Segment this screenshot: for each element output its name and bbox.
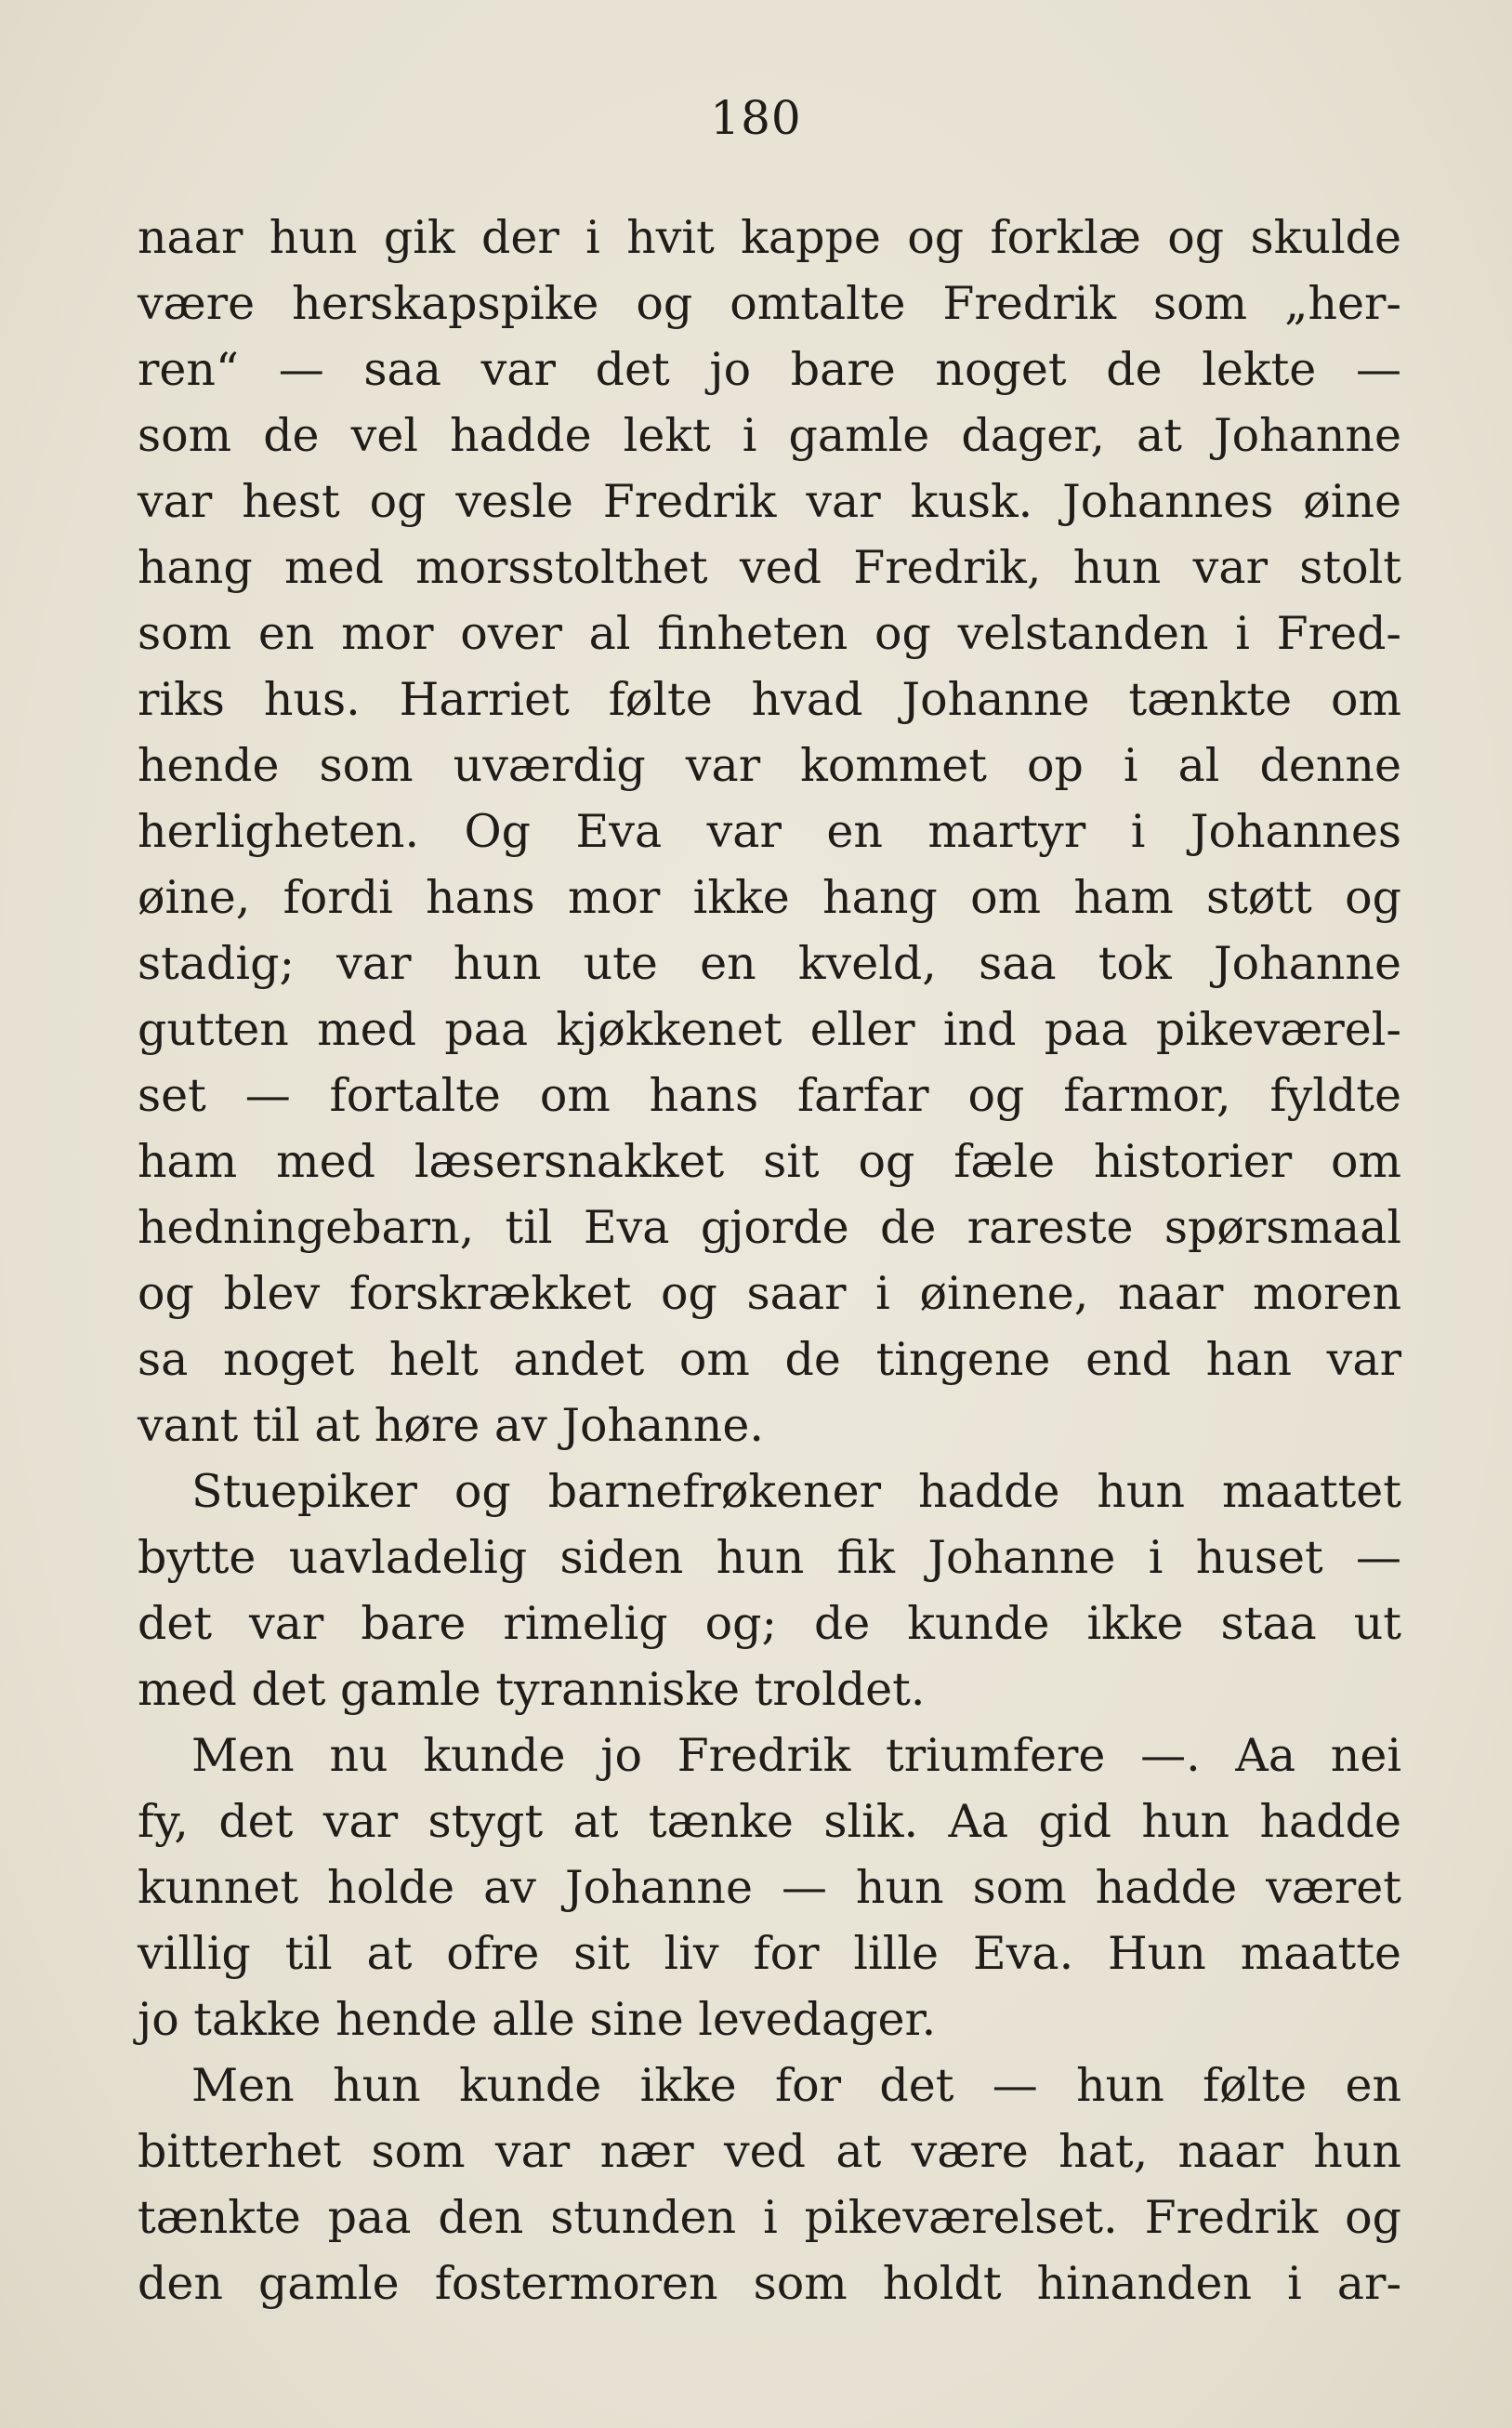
text-line: det var bare rimelig og; de kunde ikke staa ut — [138, 1597, 1401, 1650]
body-text — [138, 205, 1401, 2316]
text-line: tænkte paa den stunden i pikeværelset. Fredrik og — [138, 2191, 1401, 2244]
text-line: hende som uværdig var kommet op i al denne — [138, 739, 1401, 792]
text-line: med det gamle tyranniske troldet. — [138, 1663, 926, 1716]
text-line: Stuepiker og barnefrøkener hadde hun maattet — [191, 1465, 1401, 1518]
text-line: ren“ — saa var det jo bare noget de lekte — — [138, 343, 1401, 396]
text-line: øine, fordi hans mor ikke hang om ham støtt og — [138, 871, 1401, 924]
text-line: naar hun gik der i hvit kappe og forklæ og skulde — [138, 211, 1401, 264]
text-line: riks hus. Harriet følte hvad Johanne tænkte om — [138, 673, 1401, 726]
text-line: den gamle fostermoren som holdt hinanden i ar- — [138, 2257, 1401, 2310]
text-line: vant til at høre av Johanne. — [138, 1399, 764, 1452]
text-line: som en mor over al finheten og velstanden i Fred- — [138, 607, 1401, 660]
text-line: sa noget helt andet om de tingene end han var — [138, 1333, 1401, 1386]
text-line: stadig; var hun ute en kveld, saa tok Johanne — [138, 937, 1401, 990]
text-line: fy, det var stygt at tænke slik. Aa gid hun hadde — [138, 1795, 1401, 1848]
text-line: var hest og vesle Fredrik var kusk. Johannes øine — [138, 475, 1401, 528]
text-line: set — fortalte om hans farfar og farmor, fyldte — [138, 1069, 1401, 1122]
text-line: være herskapspike og omtalte Fredrik som „her- — [138, 277, 1401, 330]
text-line: Men nu kunde jo Fredrik triumfere —. Aa nei — [191, 1729, 1401, 1782]
page-number: 180 — [710, 91, 802, 145]
text-line: villig til at ofre sit liv for lille Eva. Hun maatte — [138, 1927, 1401, 1980]
text-line: Men hun kunde ikke for det — hun følte en — [191, 2059, 1401, 2112]
text-line: som de vel hadde lekt i gamle dager, at Johanne — [138, 409, 1401, 462]
text-line: hang med morsstolthet ved Fredrik, hun var stolt — [138, 541, 1401, 594]
text-line: bytte uavladelig siden hun fik Johanne i huset — — [138, 1531, 1401, 1584]
text-line: gutten med paa kjøkkenet eller ind paa pikeværel- — [138, 1003, 1401, 1056]
text-line: jo takke hende alle sine levedager. — [138, 1993, 937, 2046]
text-line: hedningebarn, til Eva gjorde de rareste spørsmaal — [138, 1201, 1401, 1254]
text-line: ham med læsersnakket sit og fæle historier om — [138, 1135, 1401, 1188]
text-line: kunnet holde av Johanne — hun som hadde været — [138, 1861, 1401, 1914]
text-line: bitterhet som var nær ved at være hat, naar hun — [138, 2125, 1401, 2178]
text-line: og blev forskrækket og saar i øinene, naar moren — [138, 1267, 1401, 1320]
text-line: herligheten. Og Eva var en martyr i Johannes — [138, 805, 1401, 858]
